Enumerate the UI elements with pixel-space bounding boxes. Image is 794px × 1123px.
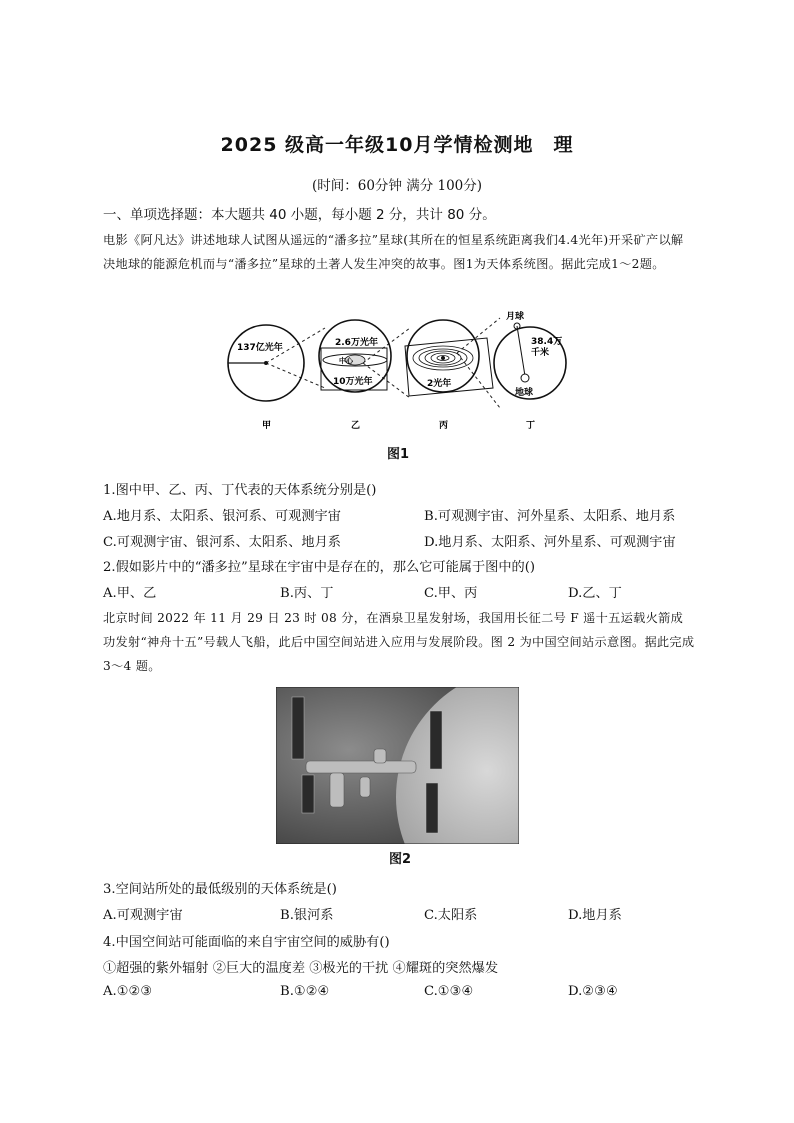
- bing-distance-label: 2光年: [427, 379, 452, 389]
- yi-center-label: 中心: [339, 357, 353, 365]
- q3-option-d: D.地月系: [568, 908, 622, 923]
- q4-option-d: D.②③④: [568, 984, 618, 999]
- q1-option-b: B.可观测宇宙、河外星系、太阳系、地月系: [424, 509, 676, 524]
- q1-option-c: C.可观测宇宙、银河系、太阳系、地月系: [103, 535, 341, 550]
- jia-distance-label: 137亿光年: [237, 343, 283, 353]
- q3-option-c: C.太阳系: [424, 908, 478, 923]
- yi-diameter-label: 10万光年: [333, 377, 373, 387]
- q4-option-a: A.①②③: [103, 984, 153, 999]
- q2-option-c: C.甲、丙: [424, 586, 478, 601]
- ding-distance-label-2: 千米: [531, 348, 550, 358]
- q1-stem: 1.图中甲、乙、丙、丁代表的天体系统分别是(): [103, 483, 377, 498]
- section-heading: 一、单项选择题：本大题共 40 小题，每小题 2 分，共计 80 分。: [103, 207, 496, 223]
- ding-distance-label-1: 38.4万: [531, 337, 563, 347]
- q3-option-b: B.银河系: [280, 908, 334, 923]
- ding-moon-label: 月球: [506, 312, 525, 322]
- exam-time-info: (时间：60分钟 满分 100分): [311, 178, 483, 194]
- q3-stem: 3.空间站所处的最低级别的天体系统是(): [103, 882, 337, 897]
- earth-icon: [521, 374, 529, 382]
- q4-option-b: B.①②④: [280, 984, 330, 999]
- q2-option-d: D.乙、丁: [568, 586, 622, 601]
- name-bing: 丙: [439, 421, 449, 431]
- q2-stem: 2.假如影片中的“潘多拉”星球在宇宙中是存在的，那么它可能属于图中的(): [103, 560, 535, 575]
- q3-option-a: A.可观测宇宙: [103, 908, 183, 923]
- q4-items: ①超强的紫外辐射 ②巨大的温度差 ③极光的干扰 ④耀斑的突然爆发: [103, 961, 499, 976]
- q2-option-b: B.丙、丁: [280, 586, 334, 601]
- name-ding: 丁: [526, 421, 536, 431]
- name-jia: 甲: [262, 421, 272, 431]
- passage-1: 电影《阿凡达》讲述地球人试图从遥远的“潘多拉”星球(其所在的恒星系统距离我们4.4光年)开采矿产以解决地球的能源危机而与“潘多拉”星球的土著人发生冲突的故事。图1为天体系统图。据此完成1～2题。: [103, 233, 684, 271]
- yi-thickness-label: 2.6万光年: [335, 338, 378, 348]
- q4-option-c: C.①③④: [424, 984, 474, 999]
- ding-earth-label: 地球: [515, 388, 534, 398]
- q1-option-a: A.地月系、太阳系、银河系、可观测宇宙: [103, 509, 341, 524]
- page-title: 2025 级高一年级10月学情检测地 理: [220, 134, 574, 156]
- figure-1-caption: 图1: [387, 447, 410, 462]
- figure-1-diagram: [225, 308, 580, 438]
- q1-option-d: D.地月系、太阳系、河外星系、可观测宇宙: [424, 535, 676, 550]
- figure-2-space-station-image: [276, 687, 519, 844]
- passage-2: 北京时间 2022 年 11 月 29 日 23 时 08 分，在酒泉卫星发射场，我国用长征二号 F 遥十五运载火箭成功发射“神舟十五”号载人飞船，此后中国空间站进入应用与发展阶段。图 2 为中国空间站示意图。据此完成 3～4 题。: [103, 611, 695, 673]
- q2-option-a: A.甲、乙: [103, 586, 157, 601]
- q4-stem: 4.中国空间站可能面临的来自宇宙空间的威胁有(): [103, 935, 390, 950]
- name-yi: 乙: [351, 421, 361, 431]
- figure-2-caption: 图2: [389, 852, 412, 867]
